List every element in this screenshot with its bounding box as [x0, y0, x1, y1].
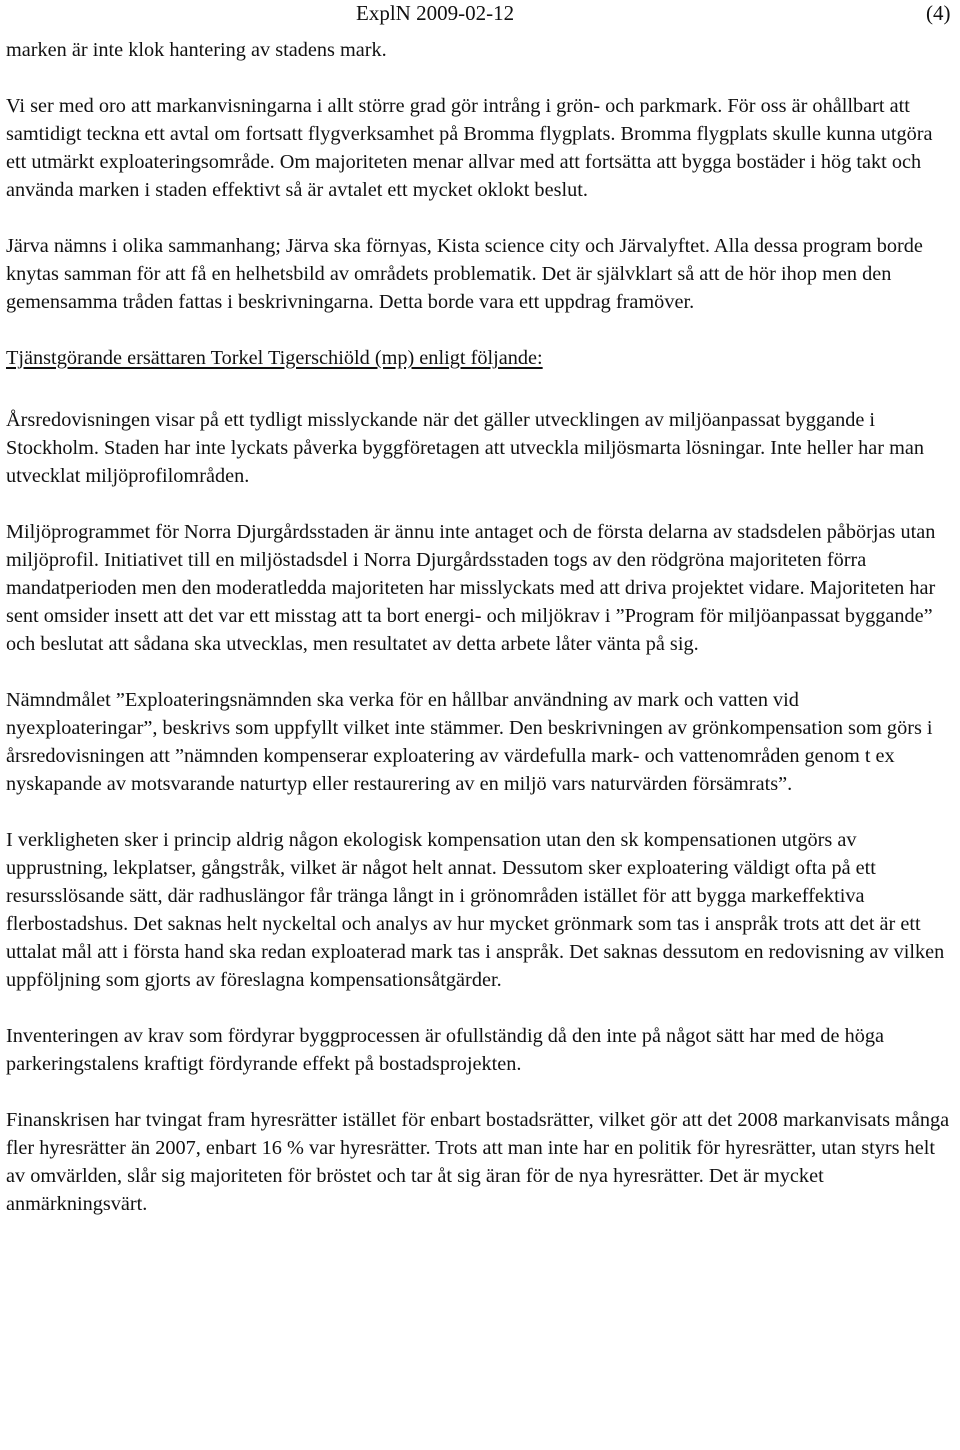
paragraph-jarva: Järva nämns i olika sammanhang; Järva ska förnyas, Kista science city och Järvalyftet. Alla dessa program borde knytas samman för att få en helhetsbild av områdets problematik. Det är självklart så att de hör ihop men den gemensamma tråden fattas i beskrivningarna. Detta borde vara ett uppdrag framöver.: [6, 235, 923, 313]
document-reference: ExplN 2009-02-12: [356, 1, 515, 25]
page-header: [0, 0, 960, 30]
paragraph-arsredovisning: Årsredovisningen visar på ett tydligt misslyckande när det gäller utvecklingen av miljöanpassat byggande i Stockholm. Staden har inte lyckats påverka byggföretagen att utveckla miljösmarta lösningar. Inte heller har man utvecklat miljöprofilområden.: [6, 409, 925, 487]
paragraph-miljoprogram: Miljöprogrammet för Norra Djurgårdsstaden är ännu inte antaget och de första delarna av stadsdelen påbörjas utan miljöprofil. Initiativet till en miljöstadsdel i Norra Djurgårdsstaden togs av den rödgröna majoriteten förra mandatperioden men den moderatledda majoriteten har misslyckats med att driva projektet vidare. Majoriteten har sent omsider insett att det var ett misstag att ta bort energi- och miljökrav i ”Program för miljöanpassat byggande” och beslutat att sådana ska utvecklas, men resultatet av detta arbete låter vänta på sig.: [6, 521, 936, 655]
paragraph-finanskris: Finanskrisen har tvingat fram hyresrätter istället för enbart bostadsrätter, vilket gör att det 2008 markanvisats många fler hyresrätter än 2007, enbart 16 % var hyresrätter. Trots att man inte har en politik för hyresrätter, utan styrs helt av omvärlden, slår sig majoriteten för bröstet och tar åt sig äran för de nya hyresrätter. Det är mycket anmärkningsvärt.: [6, 1109, 950, 1215]
page-number: (4): [926, 1, 951, 25]
paragraph-markanvisningar: Vi ser med oro att markanvisningarna i allt större grad gör intrång i grön- och parkmark. För oss är ohållbart att samtidigt teckna ett avtal om fortsatt flygverksamhet på Bromma flygplats. Bromma flygplats skulle kunna utgöra ett utmärkt exploateringsområde. Om majoriteten menar allvar med att fortsätta att bygga bostäder i hög takt och använda marken i staden effektivt så är avtalet ett mycket oklokt beslut.: [6, 95, 933, 201]
section-heading-text: Tjänstgörande ersättaren Torkel Tigerschiöld (mp) enligt följande:: [6, 347, 543, 369]
section-heading: [6, 344, 954, 372]
document-body: [6, 36, 954, 1218]
paragraph-kompensation: I verkligheten sker i princip aldrig någon ekologisk kompensation utan den sk kompensationen utgörs av upprustning, lekplatser, gångstråk, vilket är något helt annat. Dessutom sker exploatering väldigt ofta på ett resursslösande sätt, där radhuslängor får tränga långt in i grönområden istället för att bygga markeffektiva flerbostadshus. Det saknas helt nyckeltal och analys av hur mycket grönmark som tas i anspråk trots att det är ett uttalat mål att i första hand ska redan exploaterad mark tas i anspråk. Det saknas dessutom en redovisning av vilken uppföljning som gjorts av föreslagna kompensationsåtgärder.: [6, 829, 945, 991]
paragraph-namndmal: Nämndmålet ”Exploateringsnämnden ska verka för en hållbar användning av mark och vatten vid nyexploateringar”, beskrivs som uppfyllt vilket inte stämmer. Den beskrivningen av grönkompensation som görs i årsredovisningen att ”nämnden kompenserar exploatering av värdefulla mark- och vattenområden genom t ex nyskapande av motsvarande naturtyp eller restaurering av en miljö vars naturvärden försämrats”.: [6, 689, 933, 795]
paragraph-inventering: Inventeringen av krav som fördyrar byggprocessen är ofullständig då den inte på något sätt har med de höga parkeringstalens kraftigt fördyrande effekt på bostadsprojekten.: [6, 1025, 885, 1075]
paragraph-continuation: marken är inte klok hantering av stadens mark.: [6, 39, 387, 61]
